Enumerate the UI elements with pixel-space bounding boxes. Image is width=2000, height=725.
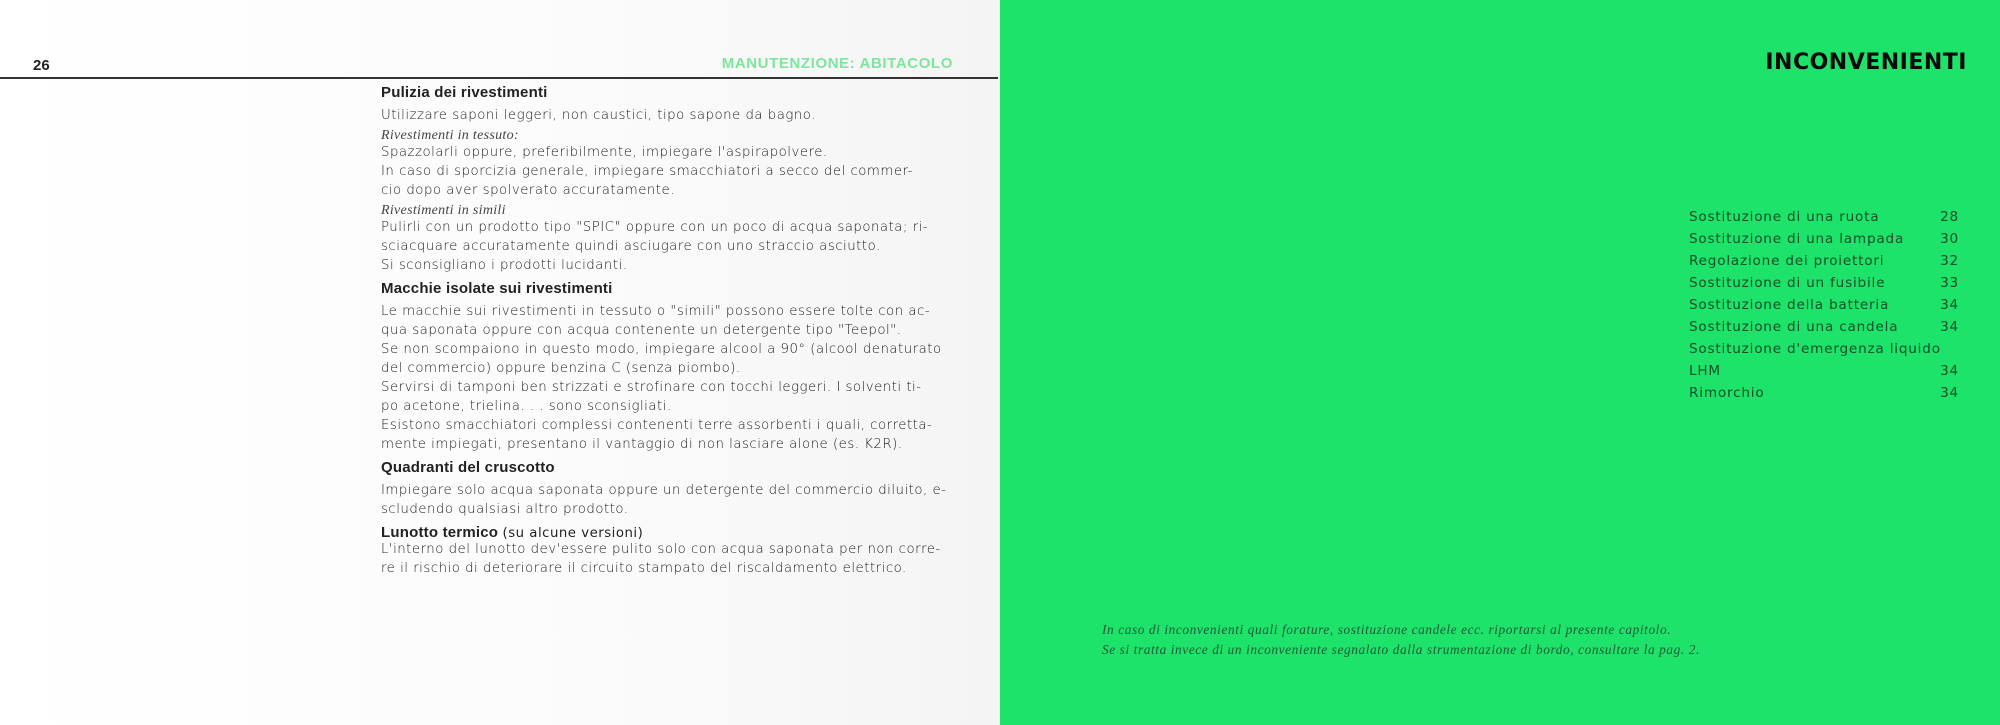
table-of-contents — [1689, 206, 1959, 404]
footnote-line: Se si tratta invece di un inconveniente segnalato dalla strumentazione di bordo, consultare la pag. 2. — [1102, 642, 1700, 657]
section-title-macchie: Macchie isolate sui rivestimenti — [381, 280, 613, 297]
paragraph: Se non scompaiono in questo modo, impiegare alcool a 90° (alcool denaturato — [381, 342, 942, 357]
section-title-quadranti: Quadranti del cruscotto — [381, 459, 555, 476]
paragraph: sciacquare accuratamente quindi asciugare con uno straccio asciutto. — [381, 239, 881, 254]
lunotto-note: (su alcune versioni) — [502, 526, 644, 541]
toc-entry — [1689, 338, 1959, 360]
section-title-pulizia: Pulizia dei rivestimenti — [381, 84, 548, 101]
paragraph: Pulirli con un prodotto tipo "SPIC" oppure con un poco di acqua saponata; ri- — [381, 220, 929, 235]
footnote — [1102, 620, 1962, 660]
subsection-title-simili: Rivestimenti in simili — [381, 203, 506, 218]
section-title-lunotto — [381, 524, 971, 541]
toc-entry-label: Regolazione dei proiettori — [1689, 253, 1885, 269]
toc-entry — [1689, 228, 1959, 250]
paragraph: mente impiegati, presentano il vantaggio di non lasciare alone (es. K2R). — [381, 437, 903, 452]
lunotto-title: Lunotto termico — [381, 524, 499, 541]
toc-entry-label: Sostituzione di una ruota — [1689, 209, 1880, 225]
paragraph: Impiegare solo acqua saponata oppure un detergente del commercio diluito, e- — [381, 483, 947, 498]
paragraph: scludendo qualsiasi altro prodotto. — [381, 502, 629, 517]
toc-entry-page: 30 — [1940, 231, 1959, 247]
toc-entry-label: Rimorchio — [1689, 385, 1765, 401]
paragraph: L'interno del lunotto dev'essere pulito solo con acqua saponata per non corre- — [381, 542, 941, 557]
page-number: 26 — [33, 57, 50, 74]
toc-entry-label: Sostituzione della batteria — [1689, 297, 1890, 313]
paragraph: Spazzolarli oppure, preferibilmente, impiegare l'aspirapolvere. — [381, 145, 828, 160]
footnote-line: In caso di inconvenienti quali forature, sostituzione candele ecc. riportarsi al presente capitolo. — [1102, 622, 1672, 637]
header-divider — [0, 77, 998, 79]
toc-entry-label: Sostituzione di una lampada — [1689, 231, 1905, 247]
toc-entry — [1689, 382, 1959, 404]
toc-entry-page: 32 — [1940, 253, 1959, 269]
toc-entry — [1689, 250, 1959, 272]
subsection-title-tessuto: Rivestimenti in tessuto: — [381, 128, 519, 143]
paragraph: Si sconsigliano i prodotti lucidanti. — [381, 258, 628, 273]
toc-entry — [1689, 316, 1959, 338]
running-header: MANUTENZIONE: ABITACOLO — [721, 55, 953, 72]
paragraph: Esistono smacchiatori complessi contenenti terre assorbenti i quali, corretta- — [381, 418, 933, 433]
toc-entry — [1689, 272, 1959, 294]
toc-entry-page: 34 — [1940, 363, 1959, 379]
body-text — [381, 84, 971, 579]
toc-entry-label: Sostituzione d'emergenza liquido — [1689, 341, 1941, 357]
toc-entry-page: 28 — [1940, 209, 1959, 225]
paragraph: cio dopo aver spolverato accuratamente. — [381, 183, 675, 198]
toc-entry-page: 34 — [1940, 297, 1959, 313]
paragraph: re il rischio di deteriorare il circuito stampato del riscaldamento elettrico. — [381, 561, 907, 576]
toc-entry-label: Sostituzione di un fusibile — [1689, 275, 1886, 291]
paragraph: po acetone, trielina. . . sono sconsigliati. — [381, 399, 672, 414]
toc-entry — [1689, 206, 1959, 228]
paragraph: del commercio) oppure benzina C (senza piombo). — [381, 361, 741, 376]
toc-entry-label: LHM — [1689, 363, 1721, 379]
paragraph: Utilizzare saponi leggeri, non caustici, tipo sapone da bagno. — [381, 108, 816, 123]
paragraph: Le macchie sui rivestimenti in tessuto o "simili" possono essere tolte con ac- — [381, 304, 931, 319]
paragraph: Servirsi di tamponi ben strizzati e strofinare con tocchi leggeri. I solventi ti- — [381, 380, 922, 395]
toc-entry-label: Sostituzione di una candela — [1689, 319, 1899, 335]
toc-entry — [1689, 294, 1959, 316]
toc-entry-page: 33 — [1940, 275, 1959, 291]
toc-entry — [1689, 360, 1959, 382]
toc-entry-page: 34 — [1940, 385, 1959, 401]
paragraph: In caso di sporcizia generale, impiegare smacchiatori a secco del commer- — [381, 164, 913, 179]
chapter-title: INCONVENIENTI — [1765, 50, 1967, 75]
toc-entry-page: 34 — [1940, 319, 1959, 335]
paragraph: qua saponata oppure con acqua contenente un detergente tipo "Teepol". — [381, 323, 902, 338]
